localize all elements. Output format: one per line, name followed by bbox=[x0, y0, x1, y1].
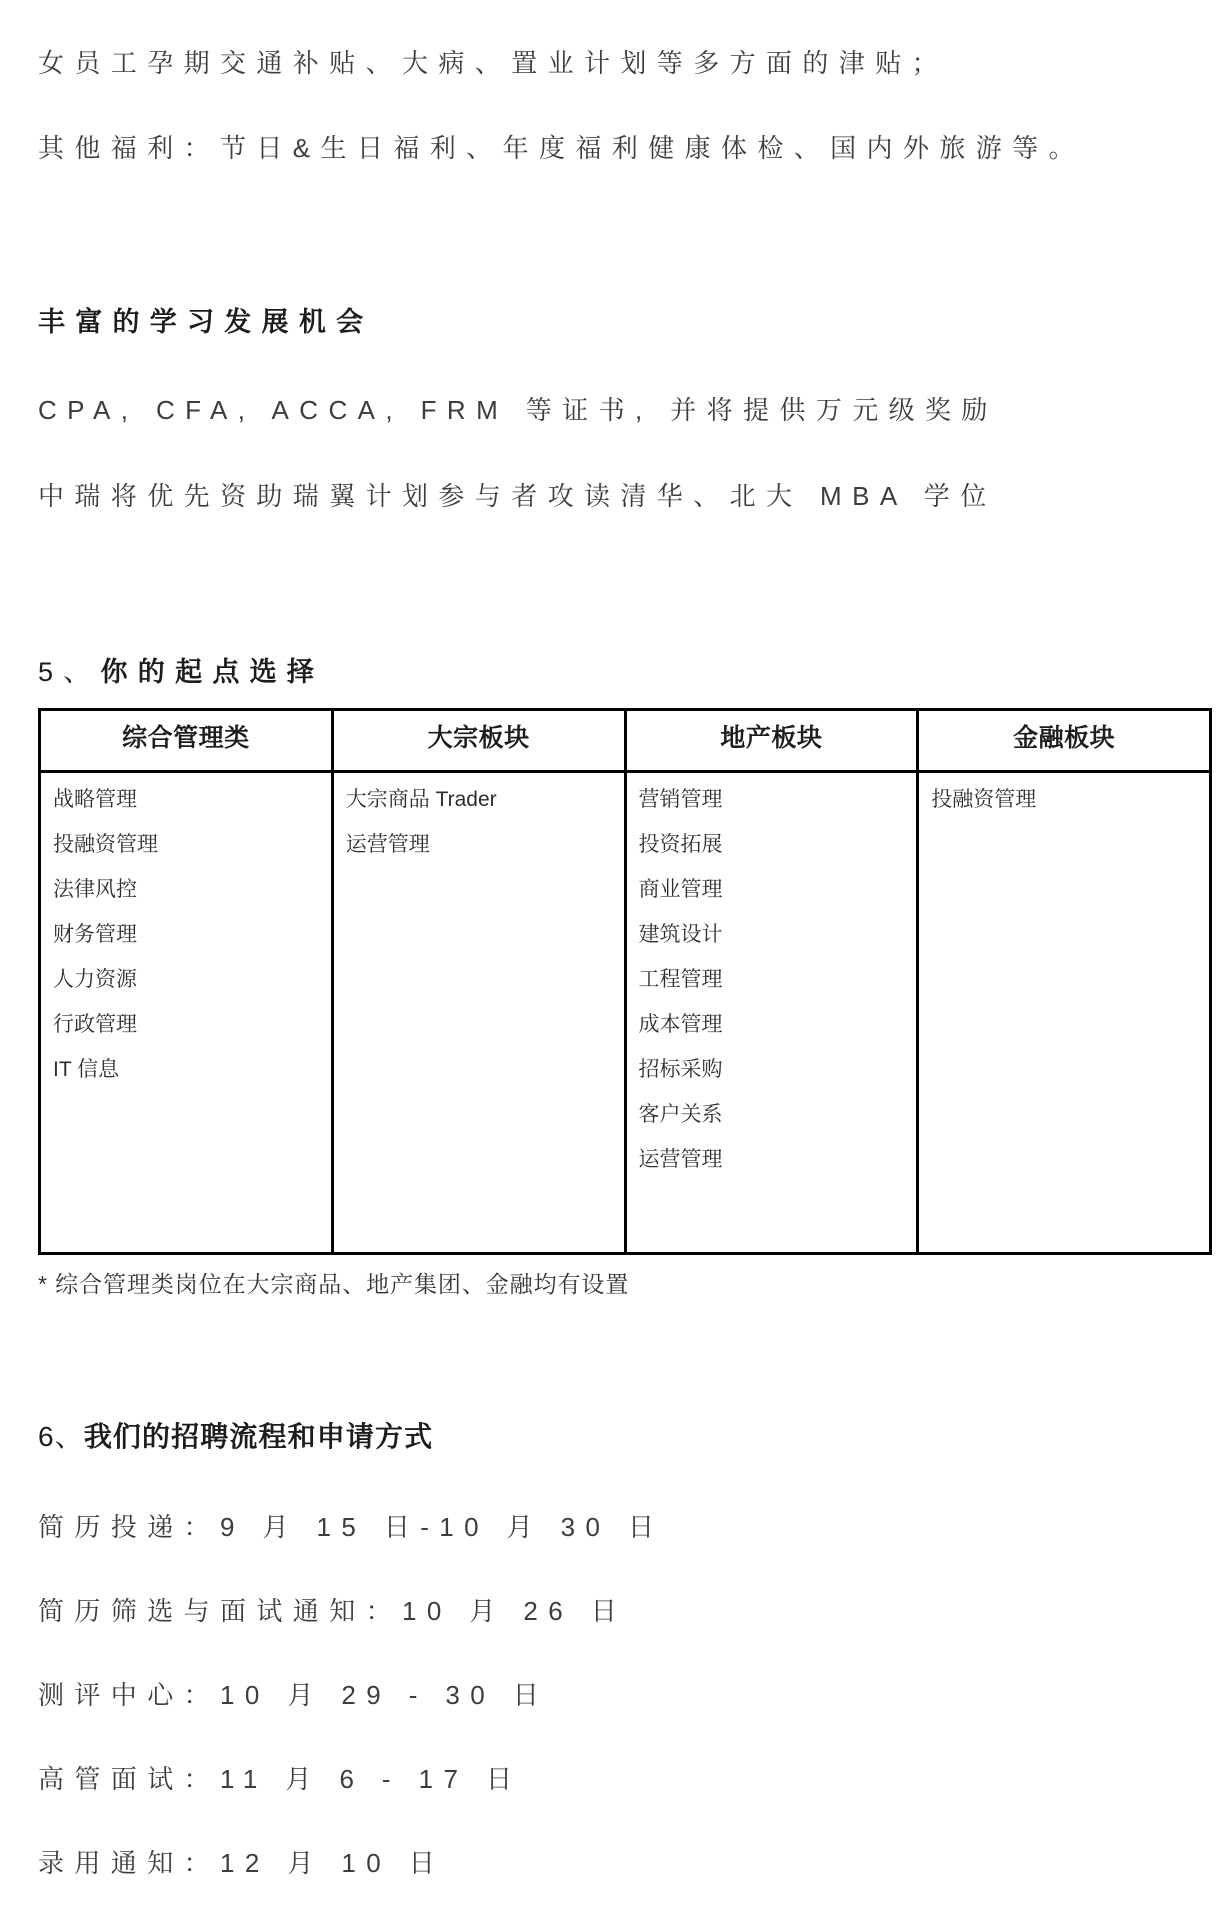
table-item: 运营管理 bbox=[638, 1148, 723, 1171]
recruitment-step-screening-notice: 简历筛选与面试通知：10 月 26 日 bbox=[38, 1596, 628, 1626]
table-item: 人力资源 bbox=[53, 968, 137, 991]
section-6-title: 我们的招聘流程和申请方式 bbox=[83, 1421, 434, 1452]
table-item: 客户关系 bbox=[638, 1103, 723, 1126]
starting-point-table bbox=[38, 708, 1212, 1255]
table-header-row bbox=[40, 710, 1211, 772]
table-header-realestate: 地产板块 bbox=[625, 710, 918, 772]
table-item: 成本管理 bbox=[638, 1013, 723, 1036]
recruitment-step-resume-submission: 简历投递：9 月 15 日-10 月 30 日 bbox=[38, 1512, 665, 1542]
table-footnote: * 综合管理类岗位在大宗商品、地产集团、金融均有设置 bbox=[38, 1271, 630, 1297]
table-column-general bbox=[40, 772, 333, 1254]
table-item: 营销管理 bbox=[638, 788, 723, 811]
table-item: 投资拓展 bbox=[638, 833, 723, 856]
table-column-realestate bbox=[625, 772, 918, 1254]
table-column-commodity bbox=[332, 772, 625, 1254]
table-item: 工程管理 bbox=[638, 968, 723, 991]
table-header-general: 综合管理类 bbox=[40, 710, 333, 772]
table-body-row bbox=[40, 772, 1211, 1254]
recruitment-step-offer-notice: 录用通知：12 月 10 日 bbox=[38, 1848, 446, 1878]
section-5-heading bbox=[38, 653, 1212, 691]
recruitment-step-assessment-center: 测评中心：10 月 29 - 30 日 bbox=[38, 1680, 550, 1710]
line-certificates: CPA, CFA, ACCA, FRM 等证书, 并将提供万元级奖励 bbox=[38, 395, 998, 425]
table-column-finance bbox=[918, 772, 1211, 1254]
section-6-number: 6、 bbox=[38, 1421, 84, 1452]
table-item: 建筑设计 bbox=[638, 923, 723, 946]
table-header-commodity: 大宗板块 bbox=[332, 710, 625, 772]
table-item: 招标采购 bbox=[638, 1058, 723, 1081]
table-item: 商业管理 bbox=[638, 878, 723, 901]
benefits-line-other: 其他福利：节日&生日福利、年度福利健康体检、国内外旅游等。 bbox=[38, 133, 1085, 163]
recruitment-step-executive-interview: 高管面试：11 月 6 - 17 日 bbox=[38, 1764, 523, 1794]
table-item: 战略管理 bbox=[53, 788, 137, 811]
section-5-title: 你的起点选择 bbox=[100, 657, 325, 687]
table-header-finance: 金融板块 bbox=[918, 710, 1211, 772]
table-item: 财务管理 bbox=[53, 923, 137, 946]
heading-learning-development: 丰富的学习发展机会 bbox=[38, 307, 374, 337]
table-item: 大宗商品 Trader bbox=[345, 788, 497, 811]
table-item: IT 信息 bbox=[53, 1058, 120, 1081]
section-5-number: 5、 bbox=[38, 657, 101, 687]
line-mba-sponsorship: 中瑞将优先资助瑞翼计划参与者攻读清华、北大 MBA 学位 bbox=[38, 481, 997, 511]
table-item: 行政管理 bbox=[53, 1013, 137, 1036]
table-item: 运营管理 bbox=[345, 833, 430, 856]
benefits-line-maternity: 女员工孕期交通补贴、大病、置业计划等多方面的津贴； bbox=[38, 48, 949, 78]
table-item: 投融资管理 bbox=[53, 833, 158, 856]
table-item: 投融资管理 bbox=[931, 788, 1037, 811]
section-6-heading bbox=[38, 1417, 1212, 1457]
table-item: 法律风控 bbox=[53, 878, 137, 901]
